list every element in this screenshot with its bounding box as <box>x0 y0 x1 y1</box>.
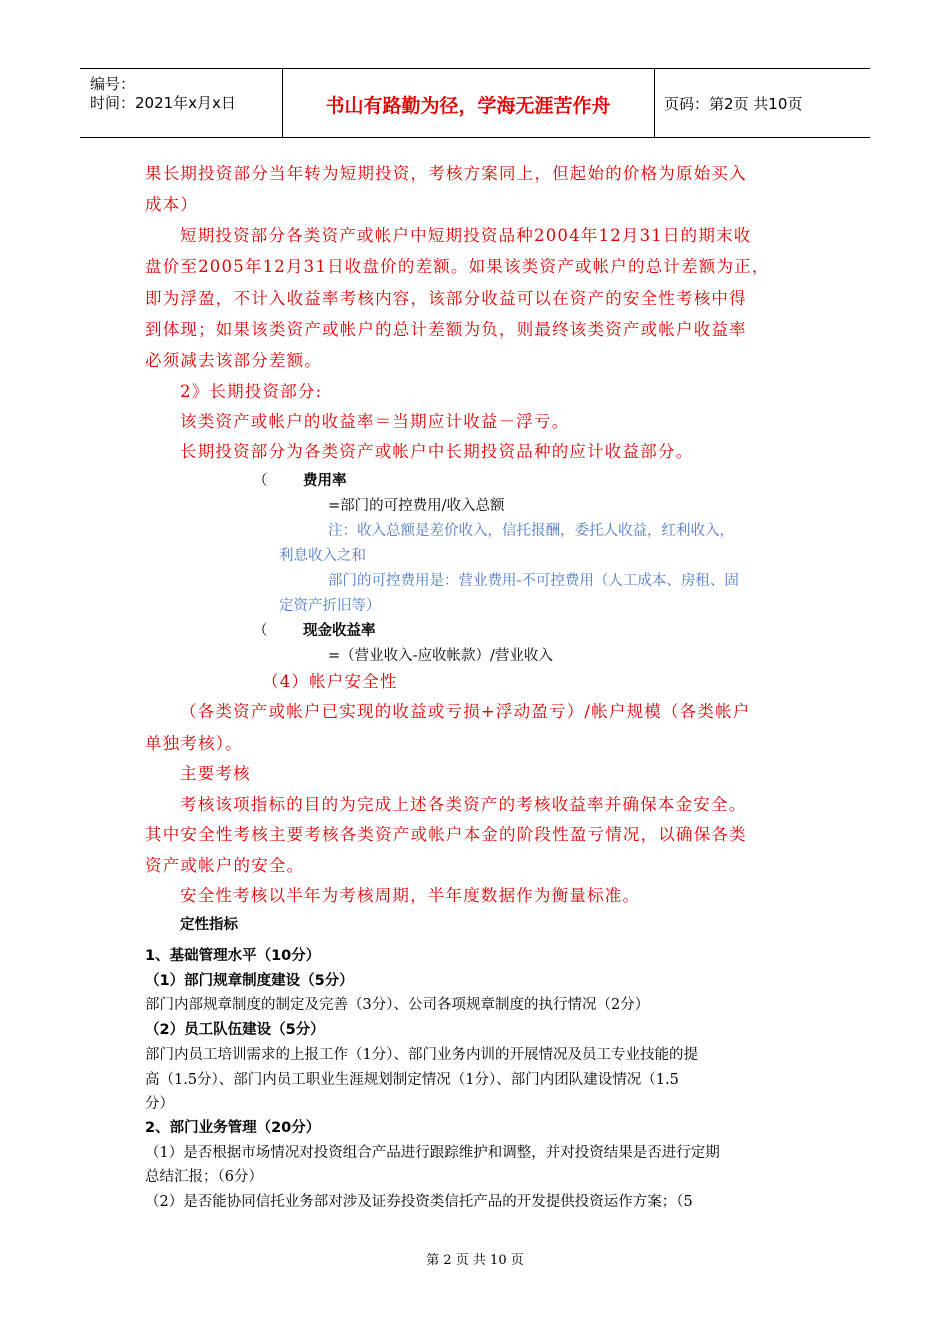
body-line: 高（1.5分）、部门内员工职业生涯规划制定情况（1分）、部门内团队建设情况（1.5 <box>145 1072 679 1088</box>
section-heading: 1、基础管理水平（10分） <box>145 948 321 964</box>
body-line: 资产或帐户的安全。 <box>145 856 305 875</box>
body-line: （1）是否根据市场情况对投资组合产品进行跟踪维护和调整，并对投资结果是否进行定期 <box>145 1145 720 1161</box>
body-line: 2》长期投资部分: <box>180 382 323 401</box>
body-line: 短期投资部分各类资产或帐户中短期投资品种2004年12月31日的期末收 <box>180 226 752 245</box>
body-line: （4）帐户安全性 <box>262 672 398 691</box>
body-line: =（营业收入-应收帐款）/营业收入 <box>328 648 553 664</box>
section-heading: 定性指标 <box>180 917 238 933</box>
section-heading: 费用率 <box>303 473 347 489</box>
body-line: 盘价至2005年12月31日收盘价的差额。如果该类资产或帐户的总计差额为正， <box>145 257 770 276</box>
subsection-heading: （1）部门规章制度建设（5分） <box>145 973 354 989</box>
note-line: 部门的可控费用是：营业费用-不可控费用（人工成本、房租、固 <box>328 573 739 589</box>
body-line: 果长期投资部分当年转为短期投资，考核方案同上，但起始的价格为原始买入 <box>145 164 747 183</box>
time-label: 时间：2021年x月x日 <box>90 94 236 112</box>
body-line: 分） <box>145 1096 174 1112</box>
header-page-cell <box>654 69 870 137</box>
body-line: 考核该项指标的目的为完成上述各类资产的考核收益率并确保本金安全。 <box>180 795 747 814</box>
subsection-heading: （2）员工队伍建设（5分） <box>145 1022 325 1038</box>
section-heading: 2、部门业务管理（20分） <box>145 1120 321 1136</box>
body-line: （各类资产或帐户已实现的收益或亏损+浮动盈亏）/帐户规模（各类帐户 <box>180 702 751 721</box>
body-line: 部门内部规章制度的制定及完善（3分）、公司各项规章制度的执行情况（2分） <box>145 997 650 1013</box>
body-line: =部门的可控费用/收入总额 <box>328 498 505 514</box>
note-line: 定资产折旧等） <box>279 598 381 614</box>
page-header <box>80 68 870 138</box>
header-page-number: 页码：第2页 共10页 <box>664 95 803 113</box>
note-line: 注：收入总额是差价收入，信托报酬，委托人收益，红利收入， <box>328 523 734 539</box>
body-line: （ <box>253 623 268 639</box>
body-line: 成本） <box>145 195 199 214</box>
header-motto-cell <box>282 69 655 137</box>
note-line: 利息收入之和 <box>279 548 366 564</box>
page-footer: 第 2 页 共 10 页 <box>426 1253 524 1268</box>
body-line: 即为浮盈，不计入收益率考核内容，该部分收益可以在资产的安全性考核中得 <box>145 289 747 308</box>
body-line: 主要考核 <box>180 764 251 783</box>
serial-label: 编号： <box>90 75 136 93</box>
body-line: 部门内员工培训需求的上报工作（1分）、部门业务内训的开展情况及员工专业技能的提 <box>145 1047 698 1063</box>
body-line: 必须减去该部分差额。 <box>145 351 322 370</box>
header-motto: 书山有路勤为径，学海无涯苦作舟 <box>325 95 611 117</box>
body-line: （2）是否能协同信托业务部对涉及证券投资类信托产品的开发提供投资运作方案；（5 <box>145 1194 693 1210</box>
body-line: 其中安全性考核主要考核各类资产或帐户本金的阶段性盈亏情况，以确保各类 <box>145 825 747 844</box>
body-line: 该类资产或帐户的收益率＝当期应计收益－浮亏。 <box>180 412 570 431</box>
header-meta-cell <box>80 69 283 137</box>
body-line: 长期投资部分为各类资产或帐户中长期投资品种的应计收益部分。 <box>180 442 694 461</box>
body-line: 总结汇报；（6分） <box>145 1169 263 1185</box>
body-line: （ <box>253 473 268 489</box>
section-heading: 现金收益率 <box>303 623 376 639</box>
body-line: 安全性考核以半年为考核周期，半年度数据作为衡量标准。 <box>180 886 641 905</box>
body-line: 单独考核）。 <box>145 734 243 753</box>
body-line: 到体现；如果该类资产或帐户的总计差额为负，则最终该类资产或帐户收益率 <box>145 320 747 339</box>
